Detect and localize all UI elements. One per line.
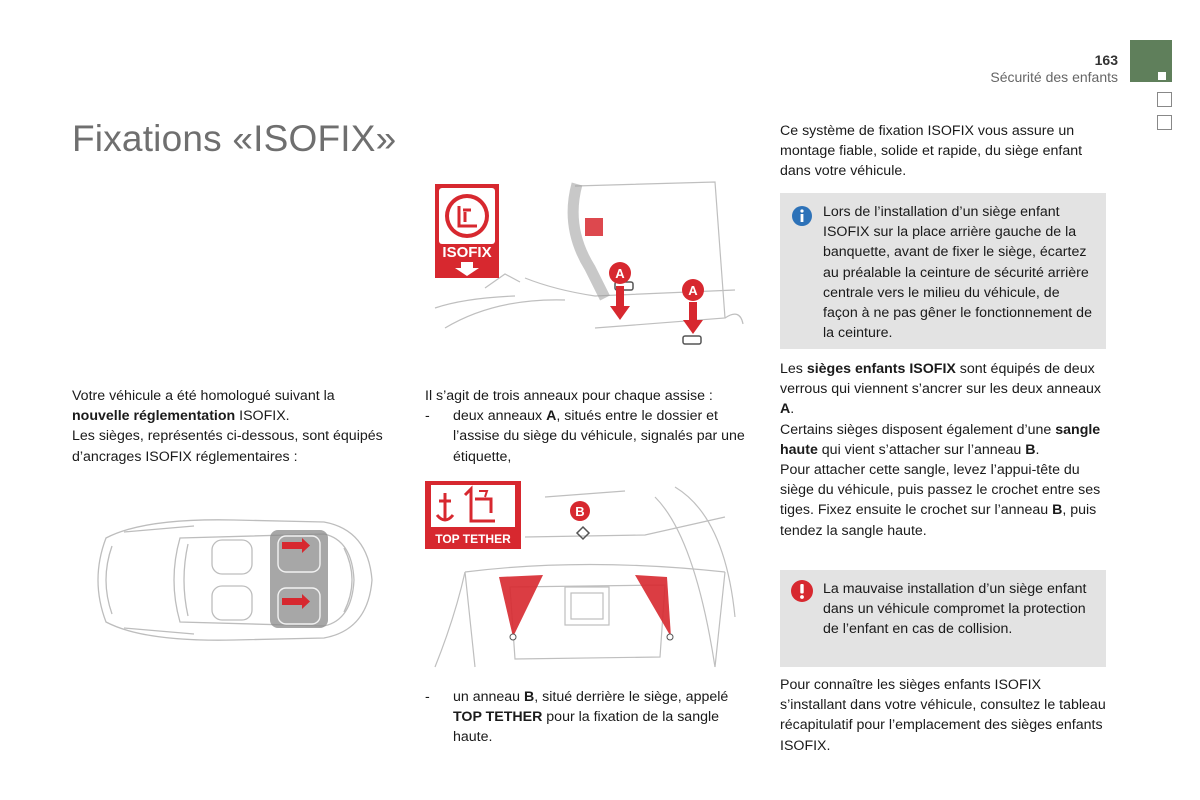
page-number: 163 (1094, 52, 1118, 68)
info-note (780, 193, 1106, 349)
intro-text: Votre véhicule a été homologué suivant la nouvelle réglementation ISOFIX. Les sièges, représentés ci-dessous, sont équipés d’ancrages ISOFIX réglementaires : (72, 388, 383, 465)
right-body: Les sièges enfants ISOFIX sont équipés de deux verrous qui viennent s’ancrer sur les deux anneaux A. Certains sièges disposent également d’une sangle haute qui vient s’attacher sur l’anneau B. Pour attacher cette sangle, levez l’appui-tête du siège du véhicule, puis passez le crochet entre ses tiges. Fixez ensuite le crochet sur l’anneau B, puis tendez la sangle haute. (780, 361, 1101, 539)
top-tether-illustration (425, 477, 745, 677)
svg-text:B: B (575, 504, 585, 519)
right-outro: Pour connaître les sièges enfants ISOFIX s’installant dans votre véhicule, consultez le tableau récapitulatif pour l’emplacement des sièges enfants ISOFIX. (780, 677, 1106, 754)
section-title: Sécurité des enfants (990, 69, 1118, 85)
chapter-tab-box (1157, 92, 1172, 107)
right-intro: Ce système de fixation ISOFIX vous assure un montage fiable, solide et rapide, du siège enfant dans votre véhicule. (780, 123, 1083, 180)
svg-text:A: A (688, 283, 698, 298)
chapter-tab-marker (1158, 72, 1166, 80)
svg-text:A: A (615, 266, 625, 281)
info-icon (792, 206, 812, 226)
car-top-view-diagram (84, 512, 376, 648)
isofix-label-text: ISOFIX (442, 244, 492, 261)
chapter-tab-box (1157, 115, 1172, 130)
page-title: Fixations «ISOFIX» (72, 118, 397, 159)
info-note-text: Lors de l’installation d’un siège enfant ISOFIX sur la place arrière gauche de la banquette, avant de fixer le siège, écartez au préalable la ceinture de sécurité arrière centrale vers le milieu du véhicule, de façon à ne pas gêner le fonctionnement de la ceinture. (823, 204, 1092, 342)
bullet-anchor-a: - deux anneaux A, situés entre le dossier et l’assise du siège du véhicule, signalés par une étiquette, (425, 408, 745, 465)
top-tether-label-text: TOP TETHER (435, 532, 511, 546)
warning-note (780, 570, 1106, 667)
middle-text: Il s’agit de trois anneaux pour chaque assise : - deux anneaux A, situés entre le dossier et l’assise du siège du véhicule, signalés par une étiquette, (425, 386, 750, 467)
warning-icon (791, 580, 813, 602)
isofix-anchor-illustration (425, 178, 745, 348)
warning-note-text: La mauvaise installation d’un siège enfant dans un véhicule compromet la protection de l’enfant en cas de collision. (823, 581, 1087, 638)
bullet-anchor-b: - un anneau B, situé derrière le siège, appelé TOP TETHER pour la fixation de la sangle haute. (425, 689, 729, 746)
